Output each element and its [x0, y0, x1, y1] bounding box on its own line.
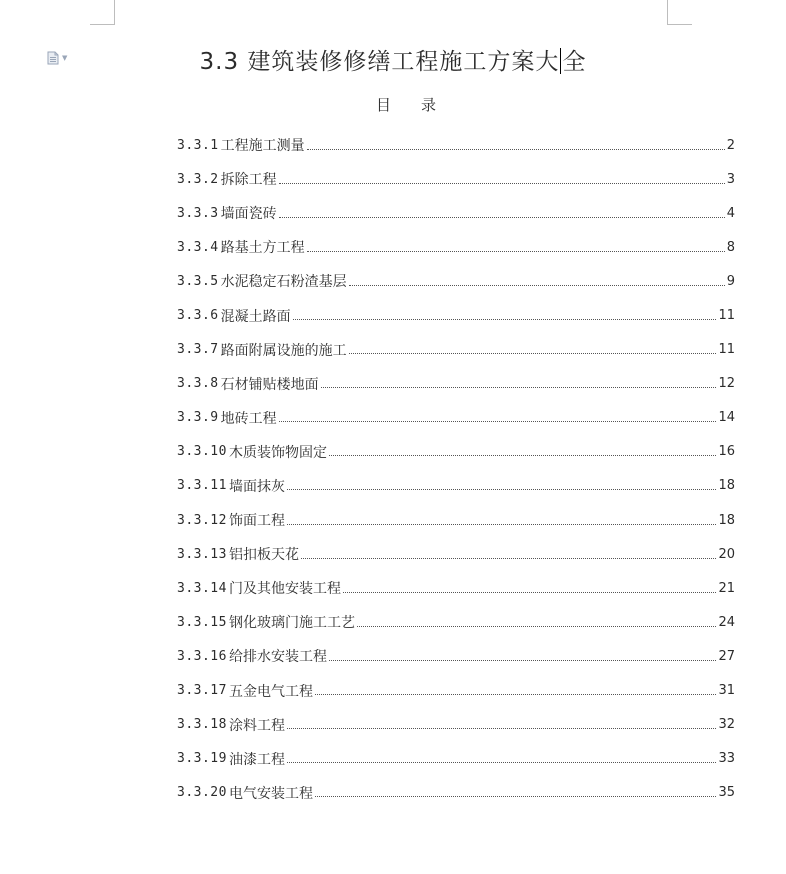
toc-entry-label: 路面附属设施的施工 [220, 342, 347, 359]
toc-entry[interactable] [177, 742, 735, 776]
toc-leader-dots [307, 148, 725, 150]
toc-entry-number: 3.3.2 [177, 171, 219, 187]
chevron-down-icon: ▼ [62, 54, 68, 62]
toc-entry-page: 32 [718, 717, 735, 733]
toc-entry[interactable] [177, 605, 735, 639]
toc-leader-dots [287, 523, 716, 525]
toc-entry[interactable] [177, 708, 735, 742]
toc-leader-dots [307, 250, 725, 252]
toc-entry-label: 混凝土路面 [220, 308, 291, 325]
toc-entry-label: 饰面工程 [228, 513, 285, 530]
toc-entry-page: 27 [718, 648, 735, 664]
toc-leader-dots [343, 591, 716, 593]
toc-leader-dots [279, 182, 725, 184]
toc-leader-dots [287, 727, 716, 729]
toc-entry-label: 墙面抹灰 [228, 478, 285, 495]
toc-entry-number: 3.3.9 [177, 410, 219, 426]
toc-leader-dots [301, 557, 716, 559]
toc-leader-dots [349, 352, 717, 354]
table-of-contents [177, 128, 735, 810]
toc-entry-label: 铝扣板天花 [228, 547, 299, 564]
toc-entry-number: 3.3.7 [177, 342, 219, 358]
toc-heading-char-2: 录 [421, 96, 437, 114]
toc-entry-number: 3.3.12 [177, 512, 227, 528]
toc-entry-label: 电气安装工程 [228, 785, 313, 802]
toc-entry[interactable] [177, 776, 735, 810]
toc-entry-page: 12 [718, 376, 735, 392]
toc-entry-label: 地砖工程 [220, 410, 277, 427]
toc-entry-page: 31 [718, 683, 735, 699]
toc-entry-number: 3.3.1 [177, 137, 219, 153]
toc-entry-page: 8 [726, 239, 735, 255]
toc-entry-label: 涂料工程 [228, 717, 285, 734]
toc-entry-label: 木质装饰物固定 [228, 444, 327, 461]
toc-leader-dots [321, 386, 717, 388]
toc-entry-page: 21 [718, 580, 735, 596]
toc-entry-number: 3.3.15 [177, 614, 227, 630]
page-margin-corner-top-right [667, 0, 692, 25]
toc-entry-label: 工程施工测量 [220, 138, 305, 155]
toc-entry-page: 11 [718, 342, 735, 358]
toc-entry[interactable] [177, 571, 735, 605]
toc-entry[interactable] [177, 333, 735, 367]
toc-leader-dots [349, 284, 725, 286]
toc-leader-dots [315, 693, 716, 695]
toc-entry-number: 3.3.18 [177, 717, 227, 733]
toc-entry-page: 20 [718, 546, 735, 562]
toc-entry[interactable] [177, 401, 735, 435]
toc-entry-number: 3.3.19 [177, 751, 227, 767]
toc-entry-page: 9 [726, 273, 735, 289]
toc-entry-number: 3.3.5 [177, 273, 219, 289]
toc-entry-page: 18 [718, 512, 735, 528]
toc-leader-dots [287, 488, 716, 490]
title-text-end: 全 [562, 49, 587, 75]
toc-entry-number: 3.3.4 [177, 239, 219, 255]
toc-leader-dots [279, 420, 717, 422]
title-text: 3.3 建筑装修修缮工程施工方案大 [199, 49, 560, 75]
toc-entry-number: 3.3.20 [177, 785, 227, 801]
toc-entry[interactable] [177, 639, 735, 673]
toc-entry-number: 3.3.14 [177, 580, 227, 596]
toc-heading [0, 94, 786, 115]
toc-entry[interactable] [177, 162, 735, 196]
toc-entry-number: 3.3.10 [177, 444, 227, 460]
toc-entry-label: 油漆工程 [228, 751, 285, 768]
toc-entry-page: 16 [718, 444, 735, 460]
toc-entry-page: 33 [718, 751, 735, 767]
toc-heading-char-1: 目 [375, 96, 391, 114]
toc-entry-number: 3.3.13 [177, 546, 227, 562]
toc-entry[interactable] [177, 367, 735, 401]
toc-entry-page: 2 [726, 137, 735, 153]
toc-entry[interactable] [177, 503, 735, 537]
toc-leader-dots [293, 318, 717, 320]
toc-entry-page: 14 [718, 410, 735, 426]
toc-entry-number: 3.3.11 [177, 478, 227, 494]
page-margin-corner-top-left [90, 0, 115, 25]
toc-entry-label: 水泥稳定石粉渣基层 [220, 274, 347, 291]
toc-entry-page: 35 [718, 785, 735, 801]
toc-entry-number: 3.3.3 [177, 205, 219, 221]
toc-entry-number: 3.3.17 [177, 683, 227, 699]
toc-leader-dots [279, 216, 725, 218]
toc-entry[interactable] [177, 196, 735, 230]
toc-entry[interactable] [177, 264, 735, 298]
toc-leader-dots [357, 625, 716, 627]
toc-entry[interactable] [177, 537, 735, 571]
toc-entry[interactable] [177, 298, 735, 332]
toc-entry-label: 钢化玻璃门施工工艺 [228, 615, 355, 632]
toc-leader-dots [329, 454, 716, 456]
toc-entry-label: 石材铺贴楼地面 [220, 376, 319, 393]
toc-entry-label: 拆除工程 [220, 172, 277, 189]
toc-entry-label: 门及其他安装工程 [228, 581, 341, 598]
toc-entry[interactable] [177, 435, 735, 469]
toc-entry-page: 3 [726, 171, 735, 187]
toc-entry-number: 3.3.16 [177, 648, 227, 664]
toc-entry-number: 3.3.8 [177, 376, 219, 392]
toc-entry-number: 3.3.6 [177, 308, 219, 324]
toc-entry[interactable] [177, 469, 735, 503]
toc-leader-dots [315, 795, 716, 797]
toc-entry[interactable] [177, 230, 735, 264]
toc-entry-label: 给排水安装工程 [228, 649, 327, 666]
toc-entry-label: 五金电气工程 [228, 683, 313, 700]
toc-entry-page: 4 [726, 205, 735, 221]
document-title[interactable] [0, 43, 786, 76]
toc-leader-dots [287, 761, 716, 763]
toc-entry[interactable] [177, 128, 735, 162]
toc-entry-page: 24 [718, 614, 735, 630]
toc-entry[interactable] [177, 674, 735, 708]
toc-entry-page: 18 [718, 478, 735, 494]
toc-entry-label: 路基土方工程 [220, 240, 305, 257]
toc-entry-label: 墙面瓷砖 [220, 206, 277, 223]
toc-leader-dots [329, 659, 716, 661]
toc-entry-page: 11 [718, 308, 735, 324]
